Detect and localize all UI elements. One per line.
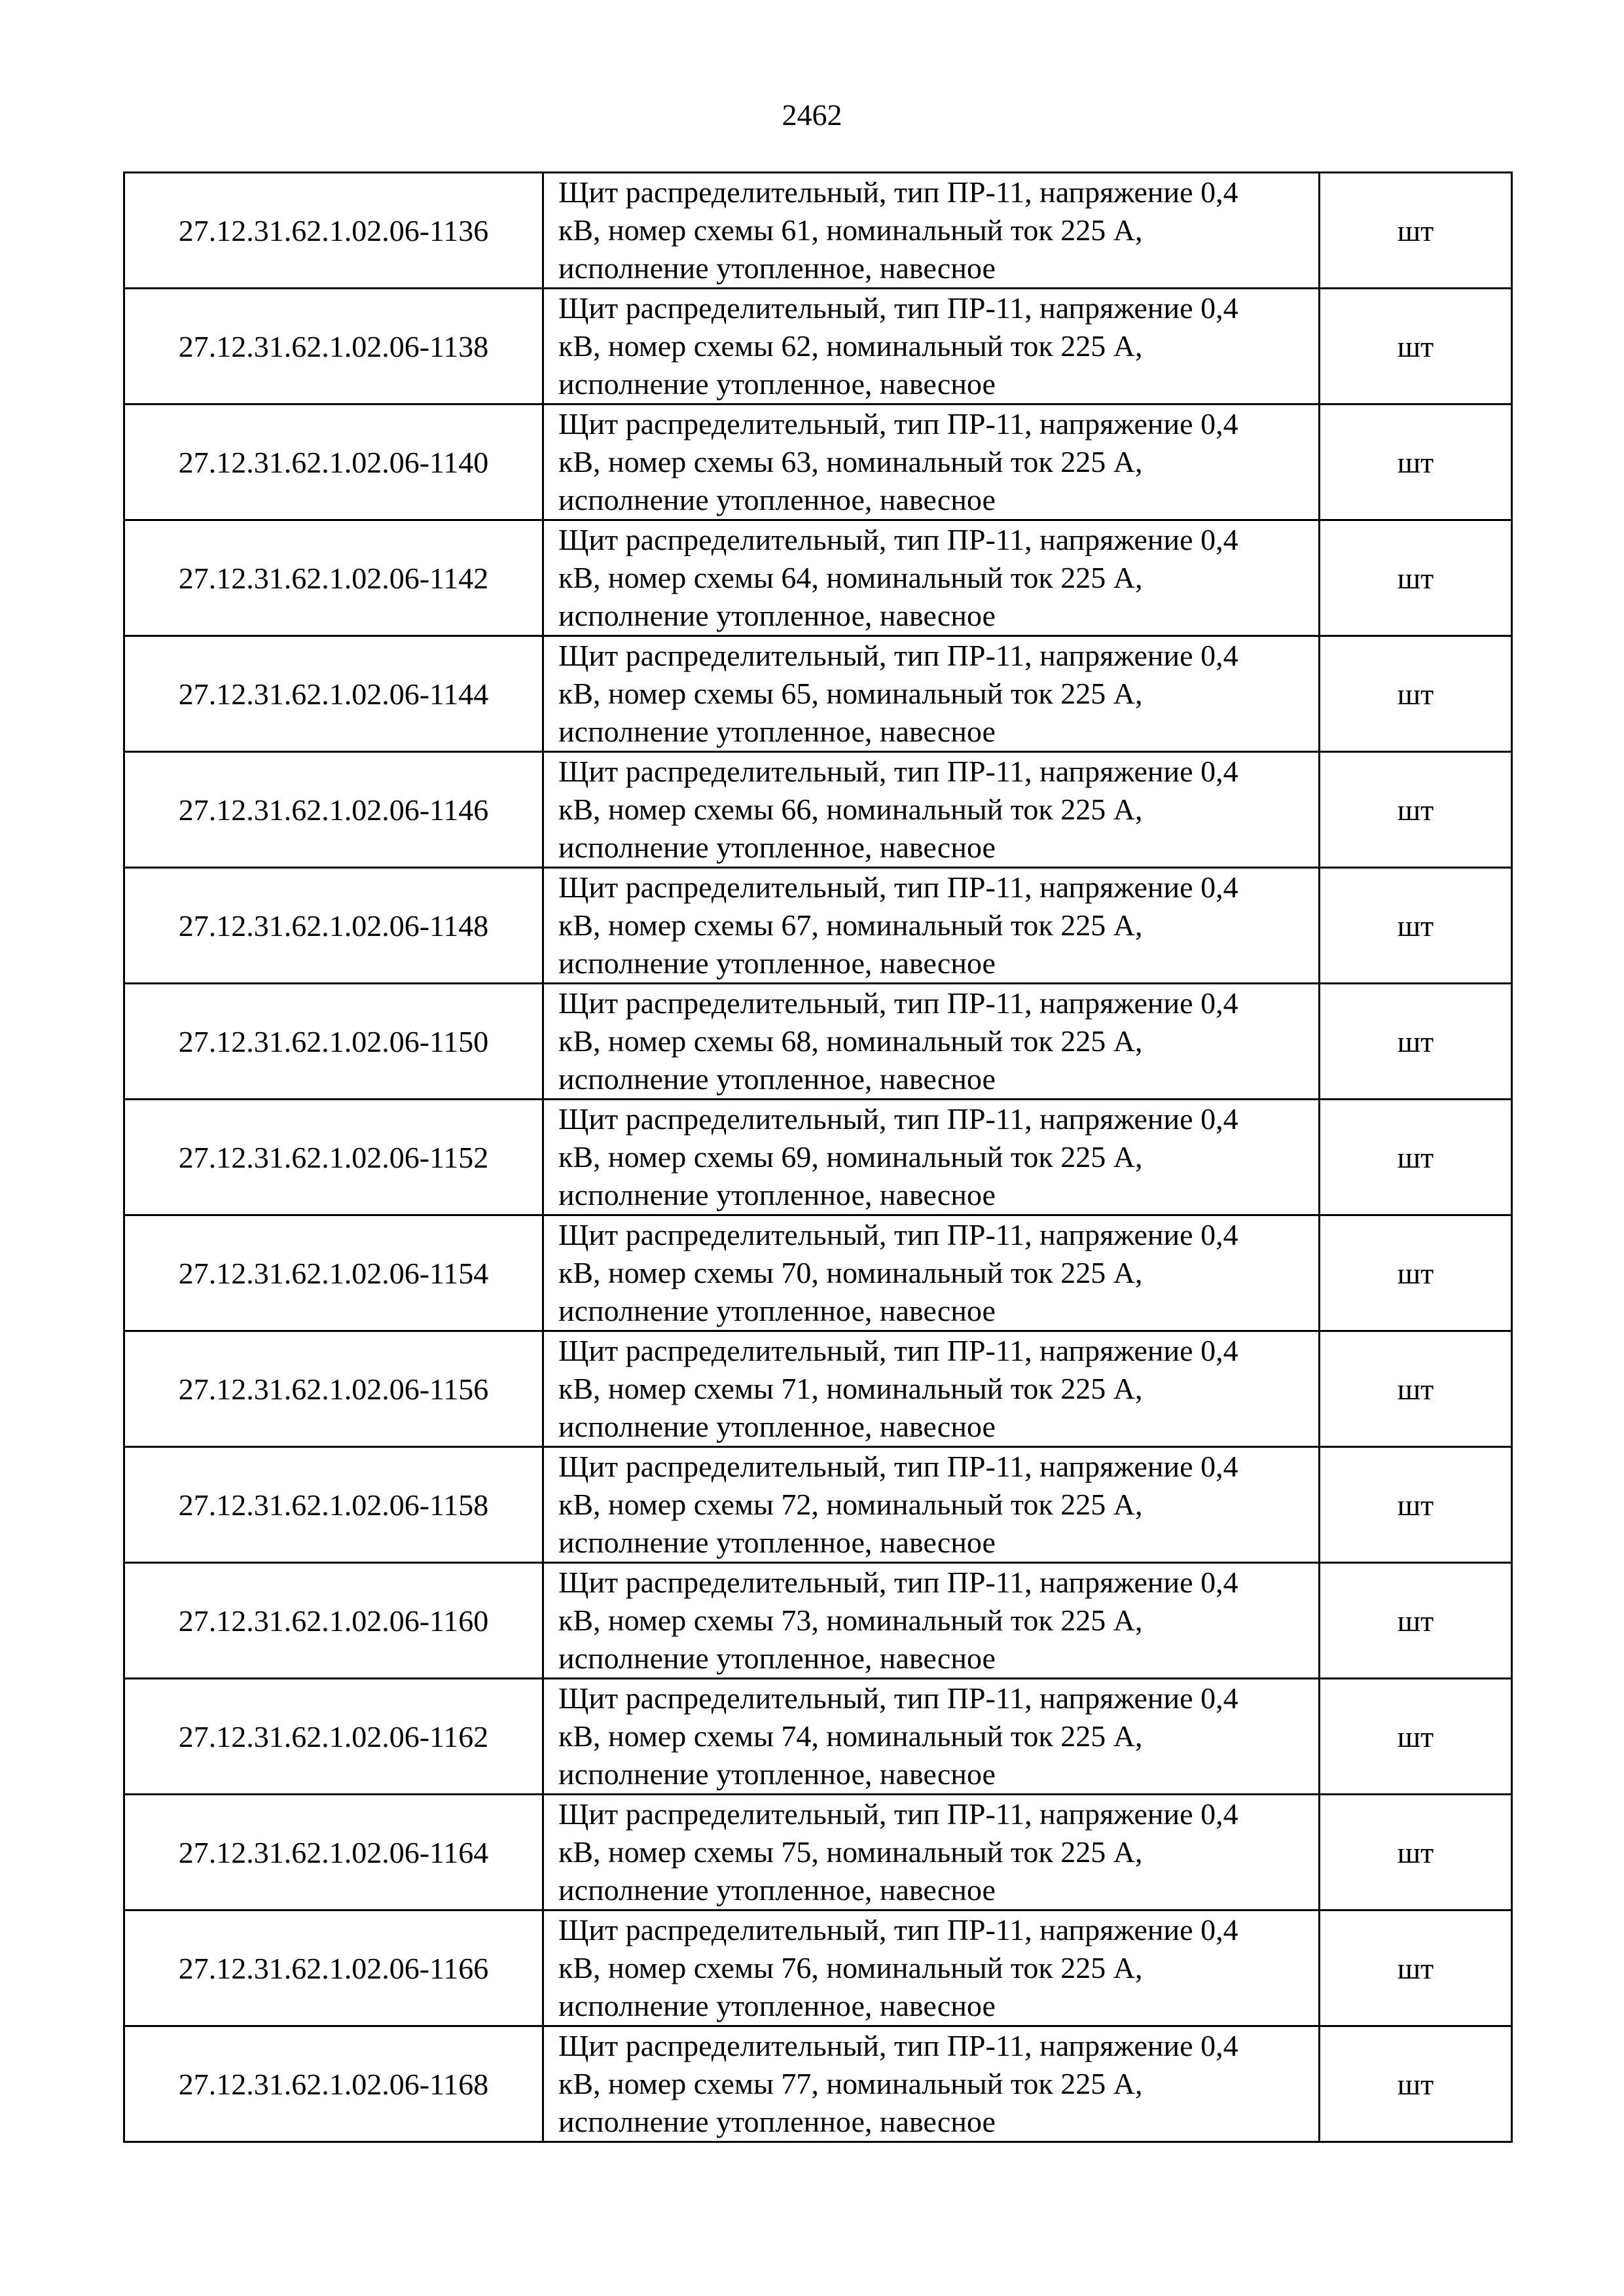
unit-of-measure: шт [1320, 984, 1512, 1100]
description-line: исполнение утопленное, навесное [558, 1641, 996, 1675]
unit-of-measure: шт [1320, 520, 1512, 636]
description-line: исполнение утопленное, навесное [558, 599, 996, 632]
description-line: кВ, номер схемы 66, номинальный ток 225 А, [558, 793, 1143, 826]
description-line: исполнение утопленное, навесное [558, 1757, 996, 1791]
resource-description [543, 173, 1320, 289]
table-row [124, 1795, 1512, 1910]
unit-of-measure: шт [1320, 868, 1512, 984]
resource-code: 27.12.31.62.1.02.06-1150 [124, 984, 543, 1100]
description-line: кВ, номер схемы 72, номинальный ток 225 А, [558, 1488, 1143, 1521]
description-line: кВ, номер схемы 61, номинальный ток 225 А, [558, 213, 1143, 247]
description-line: исполнение утопленное, навесное [558, 1294, 996, 1327]
description-line: Щит распределительный, тип ПР-11, напряжение 0,4 [558, 1218, 1238, 1251]
resource-code: 27.12.31.62.1.02.06-1162 [124, 1679, 543, 1795]
description-line: исполнение утопленное, навесное [558, 367, 996, 401]
unit-of-measure: шт [1320, 173, 1512, 289]
description-line: Щит распределительный, тип ПР-11, напряжение 0,4 [558, 1797, 1238, 1831]
resource-code: 27.12.31.62.1.02.06-1138 [124, 289, 543, 404]
table-row [124, 1679, 1512, 1795]
resource-description [543, 1215, 1320, 1331]
table-row [124, 1910, 1512, 2026]
resource-description [543, 636, 1320, 752]
resource-description [543, 2026, 1320, 2142]
description-line: исполнение утопленное, навесное [558, 1526, 996, 1559]
table-row [124, 2026, 1512, 2142]
unit-of-measure: шт [1320, 1100, 1512, 1215]
unit-of-measure: шт [1320, 1910, 1512, 2026]
description-line: кВ, номер схемы 75, номинальный ток 225 А, [558, 1835, 1143, 1869]
description-line: кВ, номер схемы 68, номинальный ток 225 А, [558, 1024, 1143, 1058]
unit-of-measure: шт [1320, 404, 1512, 520]
resource-code: 27.12.31.62.1.02.06-1142 [124, 520, 543, 636]
description-line: Щит распределительный, тип ПР-11, напряжение 0,4 [558, 755, 1238, 788]
unit-of-measure: шт [1320, 1679, 1512, 1795]
resource-code: 27.12.31.62.1.02.06-1154 [124, 1215, 543, 1331]
resource-code: 27.12.31.62.1.02.06-1136 [124, 173, 543, 289]
description-line: Щит распределительный, тип ПР-11, напряжение 0,4 [558, 639, 1238, 672]
table-row [124, 1447, 1512, 1563]
description-line: исполнение утопленное, навесное [558, 1062, 996, 1096]
unit-of-measure: шт [1320, 289, 1512, 404]
table-body [124, 173, 1512, 2142]
unit-of-measure: шт [1320, 752, 1512, 868]
description-line: кВ, номер схемы 70, номинальный ток 225 А, [558, 1256, 1143, 1289]
resource-description [543, 1447, 1320, 1563]
resource-description [543, 1331, 1320, 1447]
description-line: Щит распределительный, тип ПР-11, напряжение 0,4 [558, 1913, 1238, 1946]
resource-code: 27.12.31.62.1.02.06-1160 [124, 1563, 543, 1679]
resource-description [543, 520, 1320, 636]
table-row [124, 636, 1512, 752]
resource-code: 27.12.31.62.1.02.06-1156 [124, 1331, 543, 1447]
description-line: кВ, номер схемы 77, номинальный ток 225 А, [558, 2067, 1143, 2100]
description-line: исполнение утопленное, навесное [558, 251, 996, 285]
resource-description [543, 1563, 1320, 1679]
description-line: кВ, номер схемы 67, номинальный ток 225 А, [558, 908, 1143, 942]
resource-description [543, 752, 1320, 868]
description-line: Щит распределительный, тип ПР-11, напряжение 0,4 [558, 1681, 1238, 1715]
resource-code: 27.12.31.62.1.02.06-1164 [124, 1795, 543, 1910]
description-line: кВ, номер схемы 69, номинальный ток 225 А, [558, 1140, 1143, 1174]
description-line: исполнение утопленное, навесное [558, 1873, 996, 1907]
resource-description [543, 404, 1320, 520]
resource-code: 27.12.31.62.1.02.06-1140 [124, 404, 543, 520]
description-line: исполнение утопленное, навесное [558, 483, 996, 516]
resource-description [543, 1910, 1320, 2026]
resource-code: 27.12.31.62.1.02.06-1148 [124, 868, 543, 984]
description-line: Щит распределительный, тип ПР-11, напряжение 0,4 [558, 1566, 1238, 1599]
description-line: исполнение утопленное, навесное [558, 1178, 996, 1211]
resource-description [543, 1795, 1320, 1910]
resource-code: 27.12.31.62.1.02.06-1152 [124, 1100, 543, 1215]
resource-code: 27.12.31.62.1.02.06-1146 [124, 752, 543, 868]
unit-of-measure: шт [1320, 636, 1512, 752]
table-row [124, 1563, 1512, 1679]
description-line: кВ, номер схемы 73, номинальный ток 225 А, [558, 1604, 1143, 1637]
description-line: Щит распределительный, тип ПР-11, напряжение 0,4 [558, 2029, 1238, 2062]
description-line: кВ, номер схемы 63, номинальный ток 225 А, [558, 445, 1143, 478]
description-line: Щит распределительный, тип ПР-11, напряжение 0,4 [558, 1102, 1238, 1136]
unit-of-measure: шт [1320, 1447, 1512, 1563]
description-line: кВ, номер схемы 76, номинальный ток 225 А, [558, 1951, 1143, 1984]
description-line: исполнение утопленное, навесное [558, 946, 996, 980]
table-row [124, 520, 1512, 636]
unit-of-measure: шт [1320, 1563, 1512, 1679]
description-line: Щит распределительный, тип ПР-11, напряжение 0,4 [558, 291, 1238, 325]
table-row [124, 752, 1512, 868]
unit-of-measure: шт [1320, 1215, 1512, 1331]
table-row [124, 404, 1512, 520]
description-line: Щит распределительный, тип ПР-11, напряжение 0,4 [558, 175, 1238, 209]
table-row [124, 1100, 1512, 1215]
resource-code: 27.12.31.62.1.02.06-1144 [124, 636, 543, 752]
description-line: кВ, номер схемы 65, номинальный ток 225 А, [558, 677, 1143, 710]
description-line: кВ, номер схемы 71, номинальный ток 225 А, [558, 1372, 1143, 1405]
unit-of-measure: шт [1320, 1795, 1512, 1910]
description-line: исполнение утопленное, навесное [558, 1989, 996, 2022]
description-line: Щит распределительный, тип ПР-11, напряжение 0,4 [558, 523, 1238, 556]
description-line: исполнение утопленное, навесное [558, 2105, 996, 2138]
resource-code: 27.12.31.62.1.02.06-1158 [124, 1447, 543, 1563]
table-row [124, 289, 1512, 404]
unit-of-measure: шт [1320, 2026, 1512, 2142]
description-line: кВ, номер схемы 74, номинальный ток 225 А, [558, 1719, 1143, 1753]
description-line: исполнение утопленное, навесное [558, 715, 996, 748]
description-line: Щит распределительный, тип ПР-11, напряжение 0,4 [558, 1334, 1238, 1367]
resource-code: 27.12.31.62.1.02.06-1168 [124, 2026, 543, 2142]
resource-code: 27.12.31.62.1.02.06-1166 [124, 1910, 543, 2026]
description-line: кВ, номер схемы 64, номинальный ток 225 А, [558, 561, 1143, 594]
description-line: кВ, номер схемы 62, номинальный ток 225 А, [558, 329, 1143, 363]
description-line: Щит распределительный, тип ПР-11, напряжение 0,4 [558, 870, 1238, 904]
table-row [124, 1331, 1512, 1447]
description-line: Щит распределительный, тип ПР-11, напряжение 0,4 [558, 407, 1238, 440]
resource-description [543, 868, 1320, 984]
unit-of-measure: шт [1320, 1331, 1512, 1447]
description-line: исполнение утопленное, навесное [558, 831, 996, 864]
page-number: 2462 [782, 98, 842, 132]
resource-description [543, 984, 1320, 1100]
table-row [124, 173, 1512, 289]
table-row [124, 868, 1512, 984]
resource-description [543, 1679, 1320, 1795]
resource-description [543, 289, 1320, 404]
description-line: Щит распределительный, тип ПР-11, напряжение 0,4 [558, 986, 1238, 1020]
description-line: исполнение утопленное, навесное [558, 1410, 996, 1443]
table-row [124, 1215, 1512, 1331]
description-line: Щит распределительный, тип ПР-11, напряжение 0,4 [558, 1450, 1238, 1483]
resource-table [123, 171, 1513, 2143]
resource-description [543, 1100, 1320, 1215]
table-row [124, 984, 1512, 1100]
